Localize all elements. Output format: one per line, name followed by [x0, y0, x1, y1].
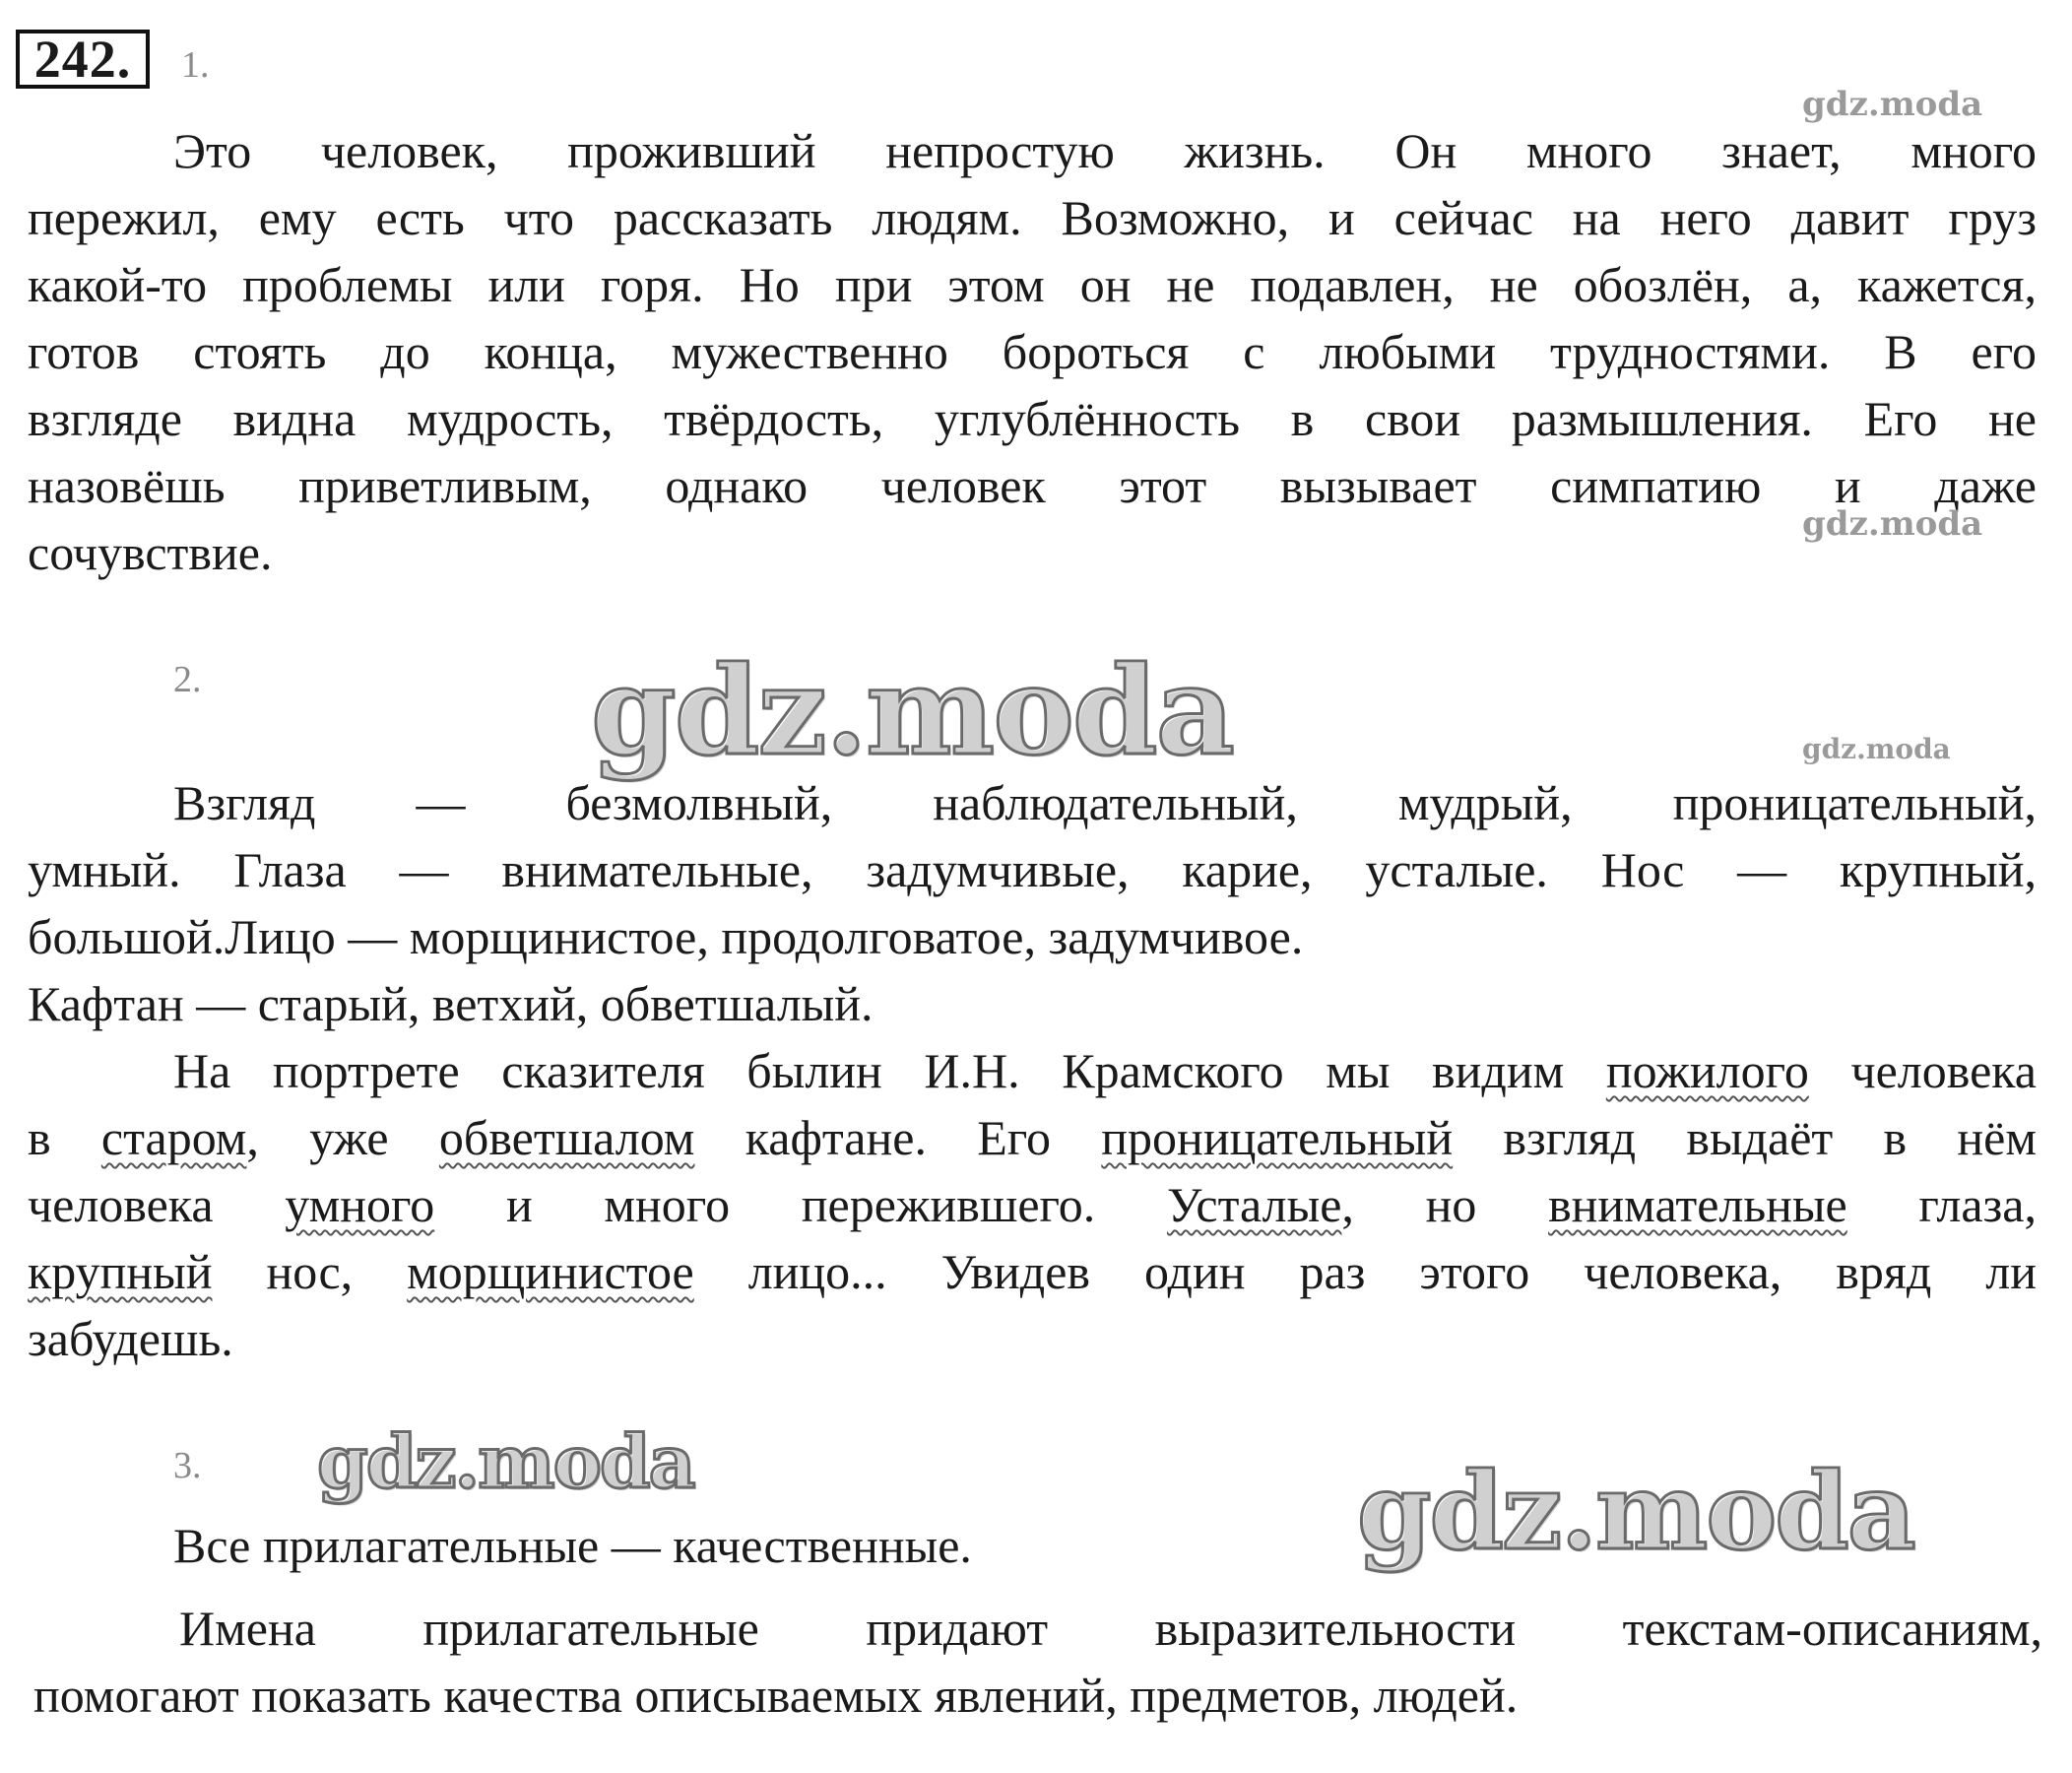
paragraph-line: Это человек, проживший непростую жизнь. Он много знает, много [173, 123, 2037, 178]
paragraph-line: человека умного и много пережившего. Усталые, но внимательные глаза, [28, 1177, 2037, 1232]
paragraph-line: забудешь. [28, 1311, 233, 1366]
word-list-line: умный. Глаза — внимательные, задумчивые, карие, усталые. Нос — крупный, [28, 842, 2037, 897]
paragraph-line: крупный нос, морщинистое лицо... Увидев один раз этого человека, вряд ли [28, 1244, 2037, 1299]
part-3-label: 3. [173, 1445, 202, 1486]
underlined-adjective: пожилого [1605, 1043, 1809, 1098]
word-list-line: большой.Лицо — морщинистое, продолговатое, задумчивое. [28, 909, 1304, 964]
watermark-logo: gdz.moda [1802, 85, 1983, 124]
part-3-statement: Все прилагательные — качественные. [173, 1518, 972, 1573]
paragraph-line: какой-то проблемы или горя. Но при этом он не подавлен, не обозлён, а, кажется, [28, 257, 2037, 312]
watermark-logo: gdz.moda [1357, 1450, 1914, 1574]
part-1-label: 1. [181, 44, 210, 86]
paragraph-line: На портрете сказителя былин И.Н. Крамского мы видим пожилого человека [173, 1043, 2037, 1098]
word-list-line: Взгляд — безмолвный, наблюдательный, мудрый, проницательный, [173, 775, 2037, 830]
underlined-adjective: морщинистое [407, 1244, 694, 1299]
underlined-adjective: обветшалом [438, 1110, 695, 1165]
underlined-adjective: Усталые [1166, 1177, 1342, 1232]
underlined-adjective: старом [100, 1110, 247, 1165]
underlined-adjective: умного [285, 1177, 435, 1232]
watermark-logo: gdz.moda [591, 640, 1233, 783]
underlined-adjective: крупный [28, 1244, 213, 1299]
exercise-number: 242. [16, 30, 150, 89]
watermark-logo: gdz.moda [317, 1420, 694, 1505]
underlined-adjective: внимательные [1548, 1177, 1847, 1232]
paragraph-line: сочувствие. [28, 525, 273, 580]
underlined-adjective: проницательный [1101, 1110, 1454, 1165]
paragraph-line: готов стоять до конца, мужественно бороться с любыми трудностями. В его [28, 324, 2037, 379]
word-list-line: Кафтан — старый, ветхий, обветшалый. [28, 976, 874, 1031]
part-2-label: 2. [173, 659, 202, 700]
paragraph-line: Имена прилагательные придают выразительности текстам-описаниям, [179, 1601, 2042, 1656]
paragraph-line: помогают показать качества описываемых явлений, предметов, людей. [33, 1668, 1519, 1723]
paragraph-line: взгляде видна мудрость, твёрдость, углублённость в свои размышления. Его не [28, 391, 2037, 446]
watermark-logo: gdz.moda [1802, 504, 1983, 544]
paragraph-line: пережил, ему есть что рассказать людям. Возможно, и сейчас на него давит груз [28, 190, 2037, 245]
watermark-logo: gdz.moda [1802, 733, 1951, 765]
paragraph-line: назовёшь приветливым, однако человек этот вызывает симпатию и даже [28, 458, 2037, 513]
paragraph-line: в старом, уже обветшалом кафтане. Его проницательный взгляд выдаёт в нём [28, 1110, 2037, 1165]
